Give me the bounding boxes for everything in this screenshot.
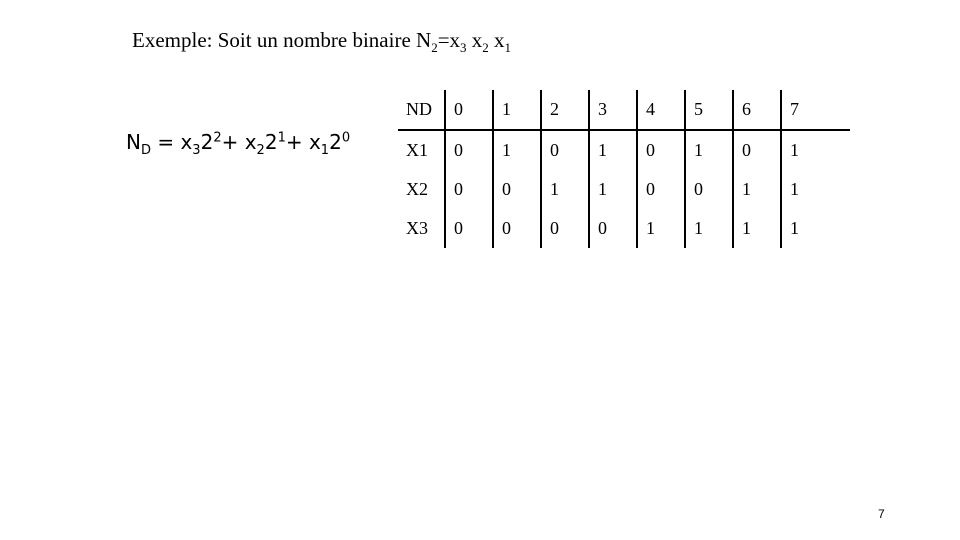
table-cell: 4 [637,90,685,130]
table-cell: 1 [790,218,799,238]
table-row [398,130,850,170]
table-row [398,209,850,248]
table-cell: 0 [541,130,589,170]
table-cell: 0 [445,170,493,209]
table-cell: 0 [493,209,541,248]
table-cell: 1 [589,170,637,209]
table-cell: 0 [685,170,733,209]
table-cell: 0 [733,130,781,170]
table-cell: 0 [541,209,589,248]
table-cell: 0 [445,209,493,248]
table-cell: 1 [790,140,799,160]
table-cell: 1 [637,209,685,248]
row-label: ND [398,90,445,130]
decimal-formula: $N_D = x_32^2+ x_22^1+ x_12^0$ [126,130,351,158]
table-cell: 5 [685,90,733,130]
table-cell: 1 [790,179,799,199]
row-label: X2 [398,170,445,209]
table-cell: 6 [733,90,781,130]
table-cell: 0 [445,130,493,170]
table-cell: 3 [589,90,637,130]
table-row [398,170,850,209]
table-cell: 2 [541,90,589,130]
table-cell: 1 [733,209,781,248]
truth-table [398,90,850,248]
table-cell: 1 [493,130,541,170]
row-label: X1 [398,130,445,170]
table-cell: 1 [541,170,589,209]
table-cell: 1 [685,130,733,170]
table-cell: 7 [781,90,850,130]
table-cell: 0 [637,170,685,209]
page-number: 7 [878,507,885,521]
table-cell: 0 [445,90,493,130]
slide-title: Exemple: Soit un nombre binaire $N_2=x_3$ $x_2$ $x_1$ [132,28,512,56]
table-cell: 0 [637,130,685,170]
table-cell: 1 [589,130,637,170]
table-cell: 1 [685,209,733,248]
table-cell: 1 [733,170,781,209]
table-cell: 0 [589,209,637,248]
table-cell: 0 [493,170,541,209]
row-label: X3 [398,209,445,248]
table-row [398,90,850,130]
table-cell: 1 [493,90,541,130]
